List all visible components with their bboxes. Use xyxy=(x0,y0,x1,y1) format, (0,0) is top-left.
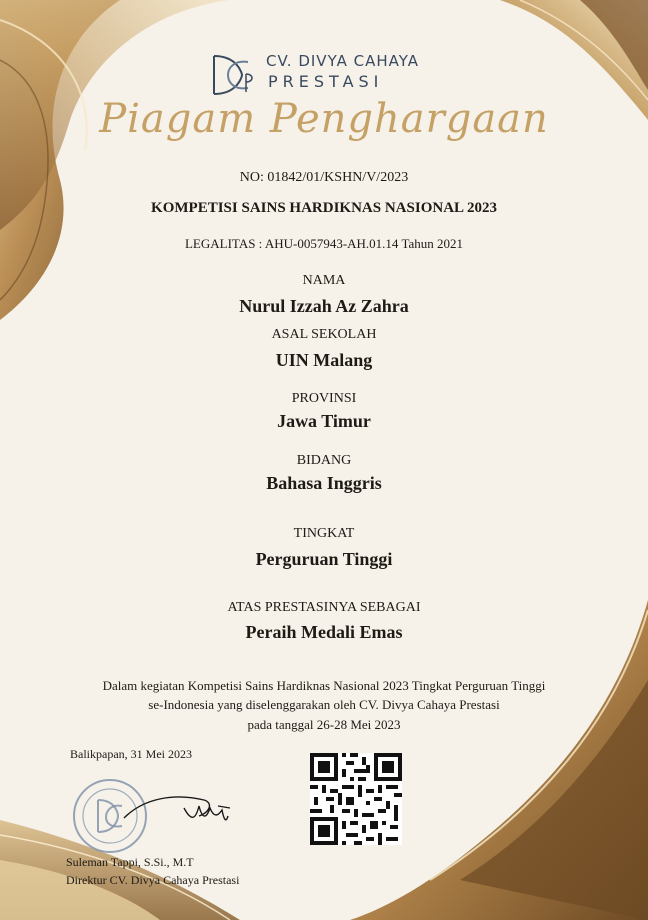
field-label-field: BIDANG xyxy=(296,453,352,468)
description-line-2: se-Indonesia yang diselenggarakan oleh CV. Divya Cahaya Prestasi xyxy=(148,697,500,712)
place-date: Balikpapan, 31 Mei 2023 xyxy=(70,747,192,761)
qr-code-icon xyxy=(310,753,402,845)
field-label-achievement: ATAS PRESTASINYA SEBAGAI xyxy=(227,600,421,615)
field-label-level: TINGKAT xyxy=(293,526,355,541)
field-value-level: Perguruan Tinggi xyxy=(255,549,393,569)
organizer-logo xyxy=(208,52,448,100)
signatory-block xyxy=(66,853,239,889)
field-label-province: PROVINSI xyxy=(291,391,357,406)
field-value-name: Nurul Izzah Az Zahra xyxy=(239,296,409,316)
signatory-position: Direktur CV. Divya Cahaya Prestasi xyxy=(66,873,240,887)
signatory-name: Suleman Tappi, S.Si., M.T xyxy=(66,855,194,869)
event-name: KOMPETISI SAINS HARDIKNAS NASIONAL 2023 xyxy=(151,200,497,216)
field-label-name: NAMA xyxy=(302,273,346,288)
certificate-title: Piagam Penghargaan xyxy=(99,96,549,142)
certificate-number: NO: 01842/01/KSHN/V/2023 xyxy=(239,170,409,185)
field-value-province: Jawa Timur xyxy=(277,411,371,431)
dcp-monogram-icon xyxy=(208,52,260,98)
legality-number: LEGALITAS : AHU-0057943-AH.01.14 Tahun 2021 xyxy=(184,236,463,251)
field-value-achievement: Peraih Medali Emas xyxy=(245,622,403,642)
field-value-school: UIN Malang xyxy=(275,350,373,370)
description-line-1: Dalam kegiatan Kompetisi Sains Hardiknas Nasional 2023 Tingkat Perguruan Tinggi xyxy=(102,678,546,693)
handwritten-signature-icon xyxy=(114,778,254,848)
field-label-school: ASAL SEKOLAH xyxy=(271,327,377,342)
logo-line1: CV. DIVYA CAHAYA xyxy=(266,52,419,70)
logo-line2: PRESTASI xyxy=(268,72,384,91)
field-value-field: Bahasa Inggris xyxy=(266,473,382,493)
description-line-3: pada tanggal 26-28 Mei 2023 xyxy=(247,717,401,732)
